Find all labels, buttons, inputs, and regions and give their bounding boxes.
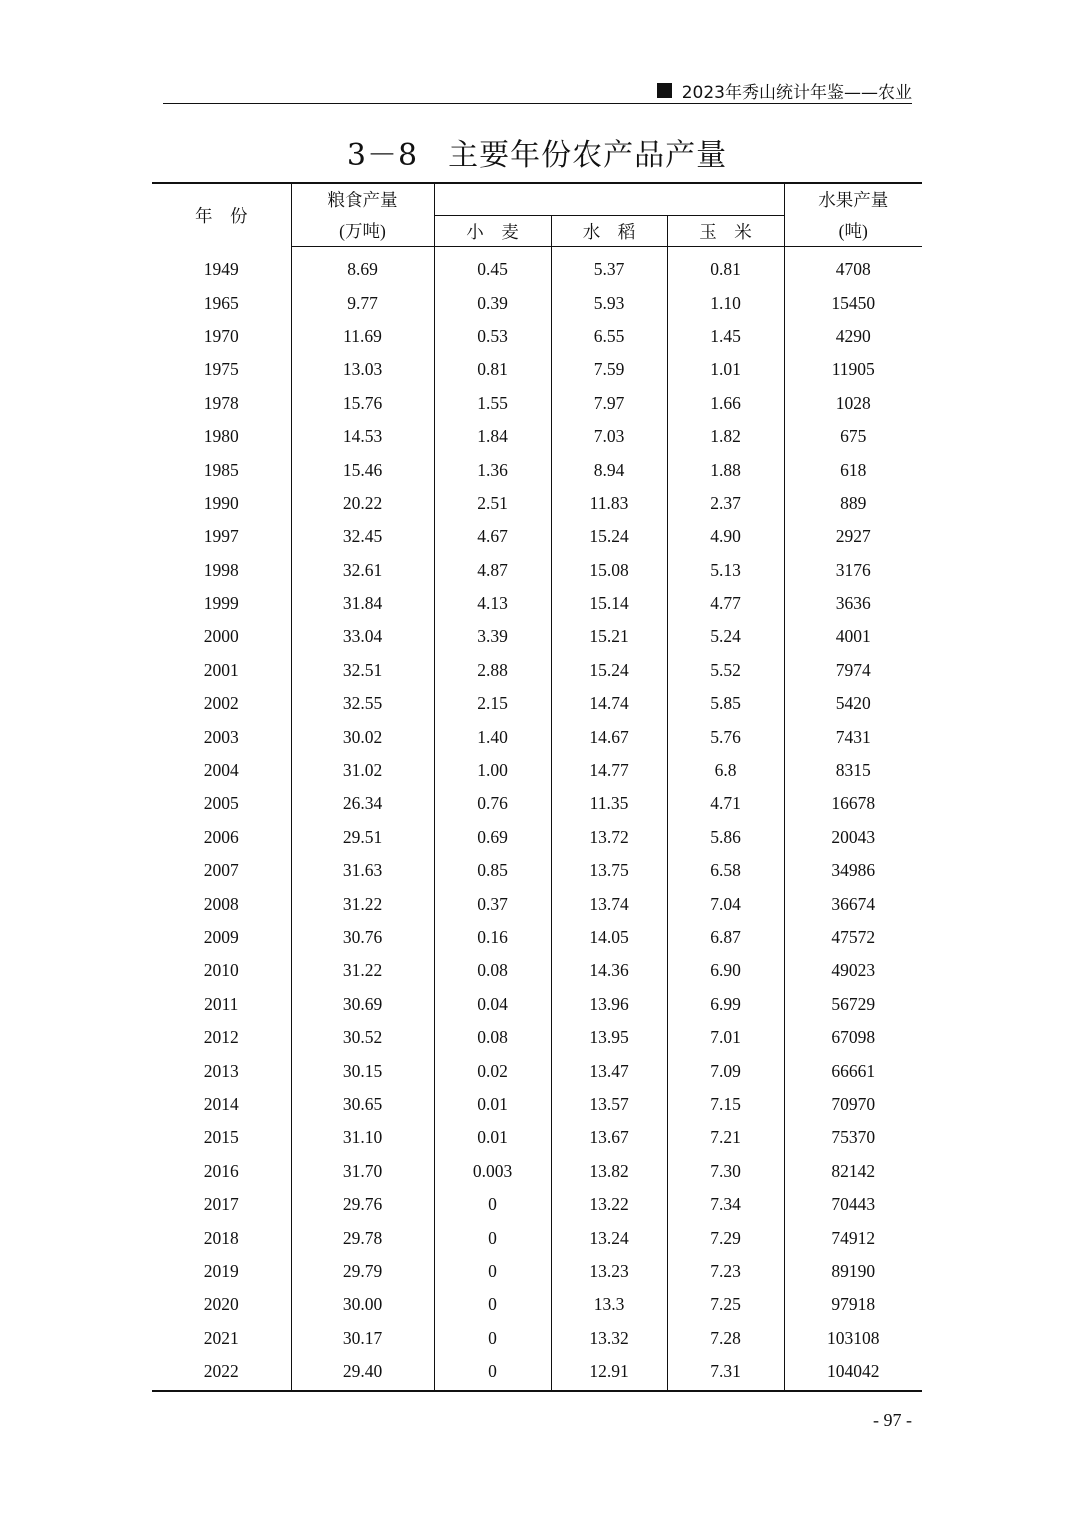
cell-wheat: 4.67 [434, 520, 551, 553]
cell-year: 2014 [203, 1093, 239, 1114]
table-row [152, 320, 922, 353]
table-row [152, 1255, 922, 1288]
cell-fruit: 36674 [784, 887, 922, 920]
cell-rice: 5.37 [551, 247, 667, 287]
table-row [152, 520, 922, 553]
table-row [152, 587, 922, 620]
cell-corn: 7.25 [667, 1288, 784, 1321]
cell-fruit: 97918 [784, 1288, 922, 1321]
cell-grain: 29.76 [291, 1188, 434, 1221]
cell-corn: 5.86 [667, 821, 784, 854]
cell-corn: 7.23 [667, 1255, 784, 1288]
table-row [152, 1155, 922, 1188]
cell-fruit: 7431 [784, 720, 922, 753]
cell-grain: 31.63 [291, 854, 434, 887]
cell-wheat: 0 [434, 1288, 551, 1321]
cell-rice: 13.74 [551, 887, 667, 920]
cell-wheat: 1.00 [434, 754, 551, 787]
table-row [152, 654, 922, 687]
table-row [152, 453, 922, 486]
cell-grain: 30.02 [291, 720, 434, 753]
cell-grain: 31.70 [291, 1155, 434, 1188]
cell-rice: 14.67 [551, 720, 667, 753]
square-bullet-icon [657, 83, 672, 98]
cell-rice: 11.83 [551, 487, 667, 520]
cell-grain: 30.76 [291, 921, 434, 954]
cell-rice: 13.47 [551, 1054, 667, 1087]
cell-corn: 1.88 [667, 453, 784, 486]
cell-wheat: 4.13 [434, 587, 551, 620]
cell-corn: 6.58 [667, 854, 784, 887]
cell-wheat: 0.08 [434, 1021, 551, 1054]
cell-grain: 30.17 [291, 1322, 434, 1355]
cell-corn: 7.21 [667, 1121, 784, 1154]
cell-year: 2008 [203, 893, 239, 914]
cell-corn: 7.01 [667, 1021, 784, 1054]
cell-grain: 20.22 [291, 487, 434, 520]
cell-wheat: 0.45 [434, 247, 551, 287]
cell-rice: 13.3 [551, 1288, 667, 1321]
cell-corn: 5.13 [667, 554, 784, 587]
cell-fruit: 15450 [784, 286, 922, 319]
cell-fruit: 11905 [784, 353, 922, 386]
cell-rice: 13.82 [551, 1155, 667, 1188]
cell-rice: 7.03 [551, 420, 667, 453]
cell-wheat: 0.76 [434, 787, 551, 820]
cell-fruit: 5420 [784, 687, 922, 720]
cell-fruit: 70443 [784, 1188, 922, 1221]
cell-corn: 6.90 [667, 954, 784, 987]
cell-rice: 7.97 [551, 387, 667, 420]
header-grain-group-spacer [434, 183, 784, 216]
production-table [152, 182, 922, 1392]
cell-year: 2007 [203, 860, 239, 881]
cell-wheat: 0 [434, 1355, 551, 1391]
cell-fruit: 82142 [784, 1155, 922, 1188]
cell-year: 1990 [203, 492, 239, 513]
cell-fruit: 8315 [784, 754, 922, 787]
table-row [152, 1355, 922, 1391]
table-row [152, 487, 922, 520]
cell-corn: 5.85 [667, 687, 784, 720]
cell-fruit: 16678 [784, 787, 922, 820]
cell-corn: 1.01 [667, 353, 784, 386]
cell-grain: 31.22 [291, 887, 434, 920]
cell-grain: 15.46 [291, 453, 434, 486]
cell-fruit: 889 [784, 487, 922, 520]
cell-year: 2005 [203, 793, 239, 814]
table-row [152, 247, 922, 287]
cell-grain: 9.77 [291, 286, 434, 319]
cell-rice: 14.05 [551, 921, 667, 954]
cell-corn: 1.66 [667, 387, 784, 420]
table-number: 3－8 [346, 138, 419, 173]
cell-fruit: 89190 [784, 1255, 922, 1288]
cell-fruit: 4290 [784, 320, 922, 353]
cell-wheat: 2.88 [434, 654, 551, 687]
cell-corn: 2.37 [667, 487, 784, 520]
cell-corn: 0.81 [667, 247, 784, 287]
table-row [152, 620, 922, 653]
cell-corn: 7.15 [667, 1088, 784, 1121]
cell-grain: 30.69 [291, 988, 434, 1021]
cell-rice: 15.21 [551, 620, 667, 653]
cell-wheat: 0.53 [434, 320, 551, 353]
cell-rice: 13.22 [551, 1188, 667, 1221]
running-header [657, 78, 912, 103]
cell-year: 2019 [203, 1260, 239, 1281]
cell-wheat: 0.39 [434, 286, 551, 319]
cell-fruit: 103108 [784, 1322, 922, 1355]
cell-year: 2001 [203, 659, 239, 680]
cell-fruit: 675 [784, 420, 922, 453]
cell-wheat: 0 [434, 1188, 551, 1221]
table-row [152, 1021, 922, 1054]
cell-corn: 4.90 [667, 520, 784, 553]
cell-year: 2004 [203, 760, 239, 781]
cell-wheat: 0 [434, 1221, 551, 1254]
cell-wheat: 2.15 [434, 687, 551, 720]
table-row [152, 1121, 922, 1154]
cell-wheat: 0.69 [434, 821, 551, 854]
header-corn: 玉 米 [667, 216, 784, 247]
table-row [152, 1221, 922, 1254]
cell-wheat: 0.01 [434, 1088, 551, 1121]
table-row [152, 988, 922, 1021]
table-row [152, 420, 922, 453]
cell-wheat: 0.01 [434, 1121, 551, 1154]
cell-year: 1999 [203, 593, 239, 614]
cell-year: 2000 [203, 626, 239, 647]
table-title [0, 130, 1074, 174]
cell-year: 1975 [203, 359, 239, 380]
cell-grain: 29.51 [291, 821, 434, 854]
cell-rice: 6.55 [551, 320, 667, 353]
page-number: - 97 - [873, 1410, 912, 1430]
cell-rice: 8.94 [551, 453, 667, 486]
table-title-text: 主要年份农产品产量 [448, 138, 728, 173]
table-row [152, 353, 922, 386]
table-row [152, 821, 922, 854]
cell-corn: 7.30 [667, 1155, 784, 1188]
cell-rice: 14.77 [551, 754, 667, 787]
cell-wheat: 0.02 [434, 1054, 551, 1087]
cell-year: 2013 [203, 1060, 239, 1081]
cell-year: 2021 [203, 1327, 239, 1348]
cell-wheat: 0.16 [434, 921, 551, 954]
cell-year: 2003 [203, 726, 239, 747]
cell-rice: 7.59 [551, 353, 667, 386]
cell-wheat: 2.51 [434, 487, 551, 520]
cell-fruit: 34986 [784, 854, 922, 887]
cell-rice: 13.95 [551, 1021, 667, 1054]
cell-corn: 5.24 [667, 620, 784, 653]
table-body [152, 247, 922, 1392]
cell-year: 1949 [203, 258, 239, 279]
header-grain: 粮食产量 [291, 183, 434, 216]
header-fruit-unit: (吨) [784, 216, 922, 247]
table-row [152, 387, 922, 420]
cell-fruit: 75370 [784, 1121, 922, 1154]
cell-grain: 32.55 [291, 687, 434, 720]
cell-wheat: 1.55 [434, 387, 551, 420]
cell-year: 2022 [152, 1355, 291, 1391]
cell-rice: 14.36 [551, 954, 667, 987]
cell-wheat: 4.87 [434, 554, 551, 587]
cell-wheat: 0.08 [434, 954, 551, 987]
cell-wheat: 0.04 [434, 988, 551, 1021]
cell-fruit: 49023 [784, 954, 922, 987]
cell-fruit: 4708 [784, 247, 922, 287]
cell-grain: 31.22 [291, 954, 434, 987]
table-row [152, 1322, 922, 1355]
cell-grain: 8.69 [291, 247, 434, 287]
cell-grain: 29.40 [291, 1355, 434, 1391]
cell-corn: 7.09 [667, 1054, 784, 1087]
cell-year: 2009 [203, 927, 239, 947]
cell-rice: 13.72 [551, 821, 667, 854]
header-wheat: 小 麦 [434, 216, 551, 247]
cell-fruit: 70970 [784, 1088, 922, 1121]
cell-year: 1978 [203, 392, 239, 413]
cell-year: 2011 [204, 993, 239, 1014]
cell-wheat: 0.85 [434, 854, 551, 887]
cell-fruit: 3176 [784, 554, 922, 587]
table-row [152, 921, 922, 954]
cell-grain: 32.61 [291, 554, 434, 587]
cell-rice: 13.57 [551, 1088, 667, 1121]
cell-rice: 15.08 [551, 554, 667, 587]
cell-year: 2016 [203, 1160, 239, 1181]
cell-year: 2018 [203, 1227, 239, 1248]
cell-corn: 7.31 [667, 1355, 784, 1391]
cell-grain: 33.04 [291, 620, 434, 653]
cell-wheat: 0 [434, 1255, 551, 1288]
cell-year: 1965 [203, 292, 239, 313]
cell-corn: 7.29 [667, 1221, 784, 1254]
table-row [152, 954, 922, 987]
cell-year: 1998 [203, 559, 239, 580]
cell-corn: 4.71 [667, 787, 784, 820]
cell-grain: 14.53 [291, 420, 434, 453]
cell-wheat: 3.39 [434, 620, 551, 653]
cell-grain: 30.65 [291, 1088, 434, 1121]
cell-year: 2020 [203, 1294, 239, 1315]
cell-year: 1980 [203, 426, 239, 447]
cell-grain: 30.15 [291, 1054, 434, 1087]
cell-corn: 6.87 [667, 921, 784, 954]
cell-grain: 26.34 [291, 787, 434, 820]
table-row [152, 887, 922, 920]
cell-year: 2015 [203, 1127, 239, 1148]
cell-grain: 31.84 [291, 587, 434, 620]
cell-fruit: 66661 [784, 1054, 922, 1087]
table-row [152, 1054, 922, 1087]
table-row [152, 854, 922, 887]
cell-grain: 31.02 [291, 754, 434, 787]
cell-rice: 15.14 [551, 587, 667, 620]
cell-year: 2012 [203, 1027, 239, 1048]
cell-year: 1985 [203, 459, 239, 480]
cell-rice: 11.35 [551, 787, 667, 820]
cell-fruit: 2927 [784, 520, 922, 553]
table-row [152, 687, 922, 720]
cell-grain: 29.78 [291, 1221, 434, 1254]
cell-corn: 7.04 [667, 887, 784, 920]
table-row [152, 754, 922, 787]
cell-year: 2006 [203, 826, 239, 847]
cell-rice: 13.67 [551, 1121, 667, 1154]
cell-corn: 1.45 [667, 320, 784, 353]
running-header-text: 2023年秀山统计年鉴——农业 [681, 83, 912, 103]
cell-grain: 31.10 [291, 1121, 434, 1154]
cell-corn: 4.77 [667, 587, 784, 620]
cell-wheat: 0 [434, 1322, 551, 1355]
cell-wheat: 1.40 [434, 720, 551, 753]
cell-corn: 6.99 [667, 988, 784, 1021]
cell-rice: 13.75 [551, 854, 667, 887]
cell-wheat: 0.37 [434, 887, 551, 920]
cell-year: 2002 [203, 693, 239, 714]
header-rice: 水 稻 [551, 216, 667, 247]
cell-corn: 1.10 [667, 286, 784, 319]
cell-corn: 1.82 [667, 420, 784, 453]
table-row [152, 1188, 922, 1221]
cell-rice: 13.23 [551, 1255, 667, 1288]
cell-grain: 32.51 [291, 654, 434, 687]
cell-year: 1970 [203, 325, 239, 346]
cell-rice: 13.24 [551, 1221, 667, 1254]
cell-grain: 30.00 [291, 1288, 434, 1321]
cell-fruit: 20043 [784, 821, 922, 854]
cell-grain: 11.69 [291, 320, 434, 353]
cell-fruit: 56729 [784, 988, 922, 1021]
cell-fruit: 7974 [784, 654, 922, 687]
cell-rice: 15.24 [551, 654, 667, 687]
cell-wheat: 1.84 [434, 420, 551, 453]
cell-wheat: 0.003 [434, 1155, 551, 1188]
cell-grain: 32.45 [291, 520, 434, 553]
cell-grain: 30.52 [291, 1021, 434, 1054]
cell-year: 1997 [203, 526, 239, 547]
table-row [152, 554, 922, 587]
header-rule [163, 103, 912, 104]
header-grain-unit: (万吨) [291, 216, 434, 247]
cell-fruit: 74912 [784, 1221, 922, 1254]
cell-fruit: 47572 [784, 921, 922, 954]
table-row [152, 1288, 922, 1321]
header-year: 年 份 [152, 183, 291, 247]
cell-corn: 7.34 [667, 1188, 784, 1221]
cell-grain: 29.79 [291, 1255, 434, 1288]
cell-rice: 12.91 [551, 1355, 667, 1391]
cell-wheat: 0.81 [434, 353, 551, 386]
cell-wheat: 1.36 [434, 453, 551, 486]
table-row [152, 1088, 922, 1121]
cell-rice: 15.24 [551, 520, 667, 553]
cell-corn: 6.8 [667, 754, 784, 787]
cell-year: 2010 [203, 960, 239, 981]
cell-grain: 13.03 [291, 353, 434, 386]
cell-rice: 13.96 [551, 988, 667, 1021]
cell-rice: 14.74 [551, 687, 667, 720]
cell-grain: 15.76 [291, 387, 434, 420]
cell-fruit: 67098 [784, 1021, 922, 1054]
cell-fruit: 4001 [784, 620, 922, 653]
header-fruit: 水果产量 [784, 183, 922, 216]
cell-corn: 5.76 [667, 720, 784, 753]
cell-rice: 5.93 [551, 286, 667, 319]
cell-fruit: 618 [784, 453, 922, 486]
cell-rice: 13.32 [551, 1322, 667, 1355]
table-row [152, 720, 922, 753]
cell-fruit: 104042 [784, 1355, 922, 1391]
cell-corn: 5.52 [667, 654, 784, 687]
table-row [152, 286, 922, 319]
cell-corn: 7.28 [667, 1322, 784, 1355]
cell-year: 2017 [203, 1194, 239, 1215]
cell-fruit: 1028 [784, 387, 922, 420]
cell-fruit: 3636 [784, 587, 922, 620]
table-row [152, 787, 922, 820]
